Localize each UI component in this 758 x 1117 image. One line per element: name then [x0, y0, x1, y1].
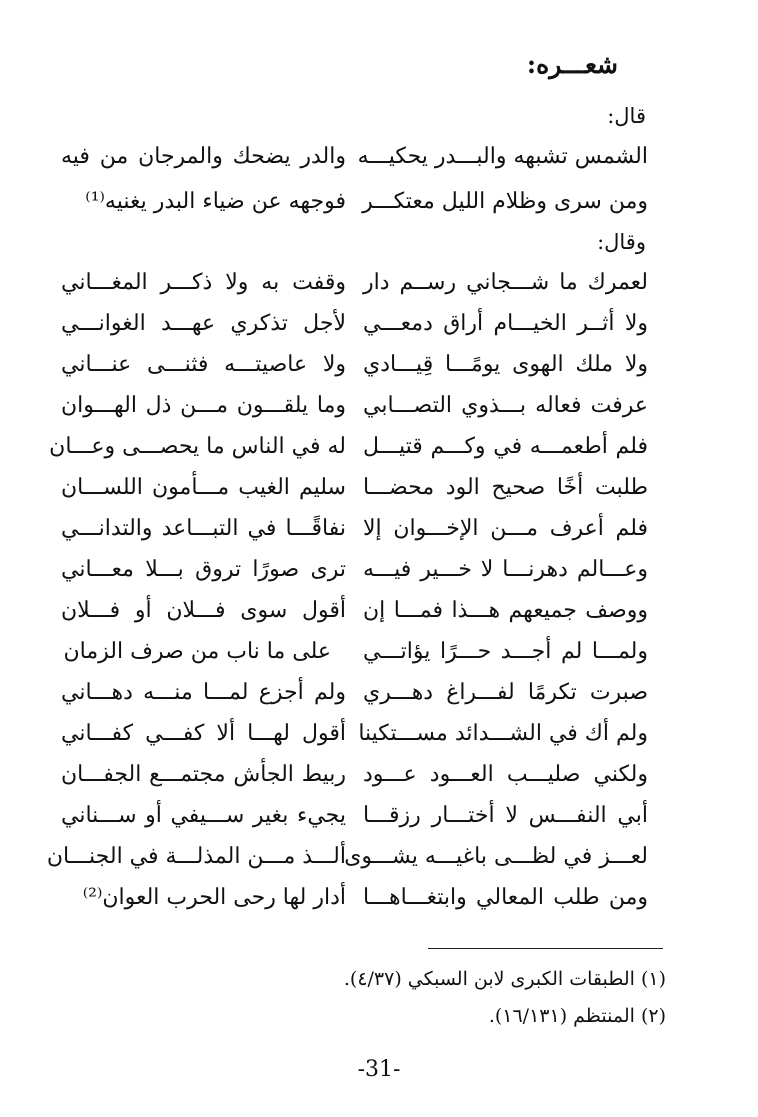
poem-intro: وقال:	[597, 230, 646, 254]
hemistich-second: والدر يضحك والمرجان من فيه	[61, 144, 346, 169]
hemistich-second: وقفت به ولا ذكـــر المغـــاني	[61, 270, 346, 295]
hemistich-first: ولمـــا لم أجـــد حـــرًا يؤاتـــي	[363, 639, 648, 664]
hemistich-first: لعمرك ما شـــجاني رســم دار	[363, 270, 648, 295]
hemistich-first: أبي النفـــس لا أختـــار رزقـــا	[363, 803, 648, 828]
hemistich-first: صبرت تكرمًا لفـــراغ دهـــري	[363, 680, 648, 705]
hemistich-first: عرفت فعاله بـــذوي التصـــابي	[363, 393, 648, 418]
hemistich-second: فوجهه عن ضياء البدر يغنيه⁽¹⁾	[85, 189, 346, 214]
hemistich-second: أقول لهـــا ألا كفـــي كفـــاني	[61, 721, 346, 746]
hemistich-first: ولا ملك الهوى يومًـــا قِيـــادي	[363, 352, 648, 377]
hemistich-first: فلم أطعمـــه في وكـــم قتيـــل	[363, 434, 648, 459]
hemistich-first: ولكني صليـــب العـــود عـــود	[363, 762, 648, 787]
hemistich-first: وعـــالم دهرنـــا لا خـــير فيـــه	[363, 557, 648, 582]
hemistich-first: ولم أك في الشـــدائد مســـتكينا	[358, 721, 648, 746]
hemistich-second: على ما ناب من صرف الزمان	[63, 639, 331, 664]
hemistich-second: له في الناس ما يحصـــى وعـــان	[49, 434, 346, 459]
page-number: -31-	[357, 1057, 401, 1082]
hemistich-second: نفاقًـــا في التبـــاعد والتدانـــي	[61, 516, 346, 541]
hemistich-second: وما يلقـــون مـــن ذل الهـــوان	[61, 393, 346, 418]
hemistich-second: ولم أجزع لمـــا منـــه دهـــاني	[61, 680, 346, 705]
footnote: (١) الطبقات الكبرى لابن السبكي (٤/٣٧).	[343, 968, 666, 990]
hemistich-second: ألـــذ مـــن المذلـــة في الجنـــان	[46, 844, 346, 869]
hemistich-second: ترى صورًا تروق بـــلا معـــاني	[61, 557, 346, 582]
footnote-divider	[428, 948, 663, 949]
hemistich-second: أقول سوى فـــلان أو فـــلان	[61, 598, 346, 623]
footnote: (٢) المنتظم (١٦/١٣١).	[488, 1005, 666, 1027]
hemistich-first: لعـــز في لظـــى باغيـــه يشـــوى	[344, 844, 648, 869]
hemistich-second: ولا عاصيتـــه فثنـــى عنـــاني	[61, 352, 346, 377]
hemistich-first: ولا أثــر الخيـــام أراق دمعـــي	[363, 311, 648, 336]
section-heading: شعـــره:	[526, 50, 618, 79]
hemistich-first: الشمس تشبهه والبـــدر يحكيـــه	[357, 144, 648, 169]
hemistich-second: سليم الغيب مـــأمون اللســـان	[61, 475, 346, 500]
hemistich-first: فلم أعرف مـــن الإخـــوان إلا	[363, 516, 648, 541]
hemistich-first: ووصف جميعهم هـــذا فمـــا إن	[363, 598, 648, 623]
hemistich-second: لأجل تذكري عهـــد الغوانـــي	[61, 311, 346, 336]
hemistich-second: ربيط الجأش مجتمـــع الجفـــان	[61, 762, 346, 787]
poem-intro: قال:	[607, 104, 646, 128]
hemistich-first: ومن طلب المعالي وابتغـــاهـــا	[363, 885, 648, 910]
hemistich-first: طلبت أخًا صحيح الود محضـــا	[363, 475, 648, 500]
hemistich-first: ومن سرى وظلام الليل معتكـــر	[362, 189, 648, 214]
hemistich-second: يجيء بغير ســـيفي أو ســـناني	[61, 803, 346, 828]
hemistich-second: أدار لها رحى الحرب العوان⁽²⁾	[82, 885, 346, 910]
